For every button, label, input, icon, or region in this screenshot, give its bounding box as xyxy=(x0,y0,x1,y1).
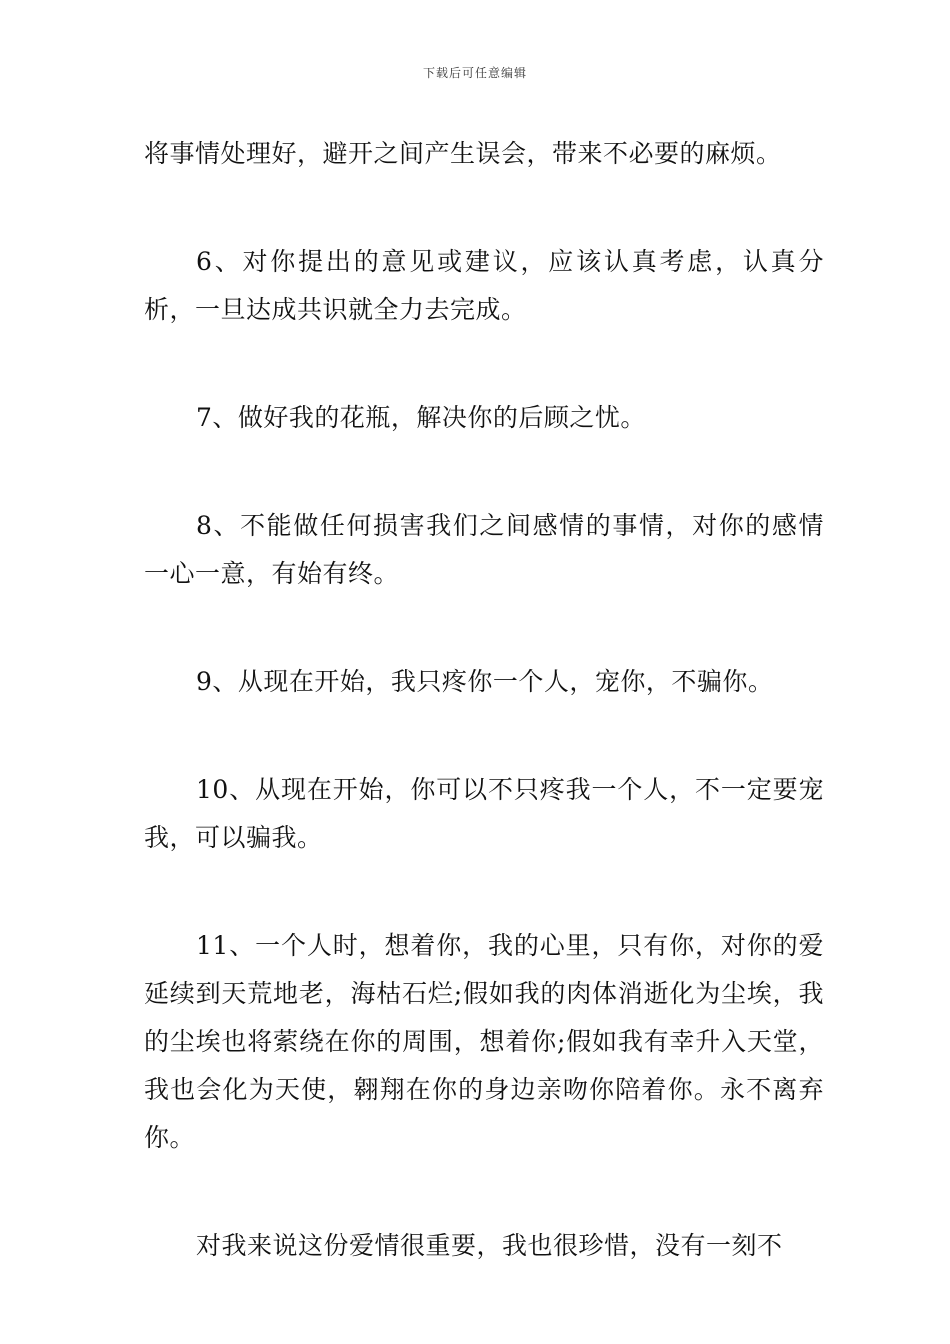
paragraph-item-7: 7、做好我的花瓶，解决你的后顾之忧。 xyxy=(196,403,646,432)
paragraph-item-8: 8、不能做任何损害我们之间感情的事情，对你的感情一心一意，有始有终。 xyxy=(144,511,824,588)
paragraph-continuation: 将事情处理好，避开之间产生误会，带来不必要的麻烦。 xyxy=(144,139,782,168)
paragraph-item-9: 9、从现在开始，我只疼你一个人，宠你，不骗你。 xyxy=(196,667,774,696)
paragraph-item-6: 6、对你提出的意见或建议，应该认真考虑，认真分析，一旦达成共识就全力去完成。 xyxy=(144,247,824,324)
page-header: 下载后可任意编辑 xyxy=(422,66,527,80)
paragraph-item-10: 10、从现在开始，你可以不只疼我一个人，不一定要宠我，可以骗我。 xyxy=(144,775,824,852)
paragraph-item-11: 11、一个人时，想着你，我的心里，只有你，对你的爱延续到天荒地老，海枯石烂;假如我的肉体消逝化为尘埃，我的尘埃也将萦绕在你的周围，想着你;假如我有幸升入天堂，我也会化为天使，翱翔在你的身边亲吻你陪着你。永不离弃你。 xyxy=(144,931,824,1152)
document-body xyxy=(144,130,824,1330)
paragraph-closing: 对我来说这份爱情很重要，我也很珍惜，没有一刻不 xyxy=(196,1231,783,1260)
